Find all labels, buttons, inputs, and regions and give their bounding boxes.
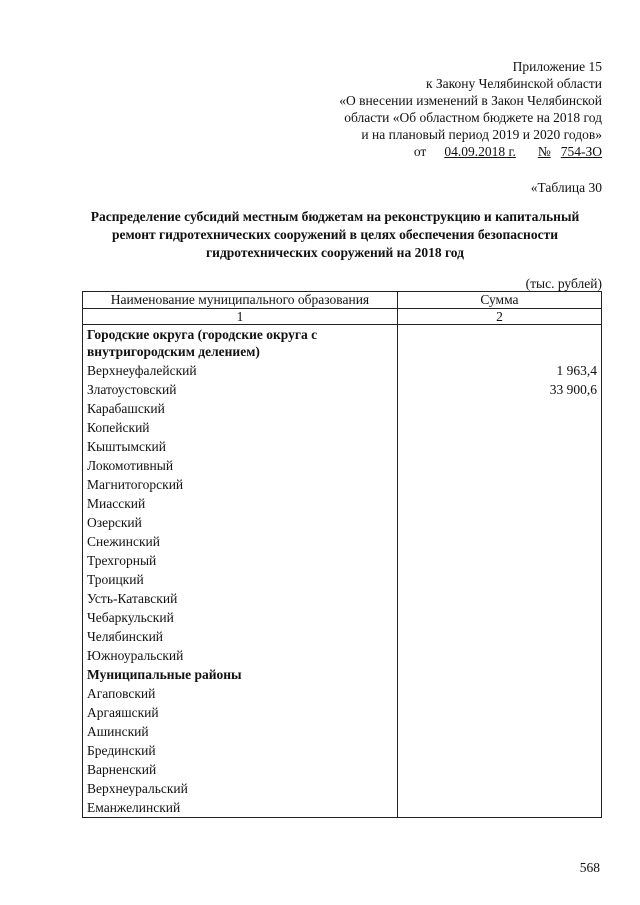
- amount-cell: [397, 608, 601, 627]
- amount-cell: [397, 494, 601, 513]
- amount-cell: [397, 589, 601, 608]
- amount-cell: [397, 760, 601, 779]
- annex-line: к Закону Челябинской области: [425, 76, 602, 91]
- amount-cell: [397, 418, 601, 437]
- table-row: [83, 798, 602, 818]
- table-row: [83, 399, 602, 418]
- table-row: [83, 380, 602, 399]
- amount-cell: [397, 570, 601, 589]
- amount-cell: [397, 722, 601, 741]
- table-row: [83, 741, 602, 760]
- ref-number: 754-ЗО: [560, 144, 602, 159]
- amount-cell: [397, 532, 601, 551]
- municipality-name: Карабашский: [83, 399, 398, 418]
- table-row: [83, 627, 602, 646]
- ref-date: 04.09.2018 г.: [444, 144, 516, 159]
- table-row: [83, 475, 602, 494]
- table-row: [83, 532, 602, 551]
- municipality-name: Челябинский: [83, 627, 398, 646]
- annex-header: [282, 58, 602, 160]
- table-row: [83, 779, 602, 798]
- amount-cell: [397, 798, 601, 818]
- municipality-name: Копейский: [83, 418, 398, 437]
- municipality-name: Брединский: [83, 741, 398, 760]
- units-label: (тыс. рублей): [525, 276, 602, 291]
- subsidy-table: [82, 291, 602, 818]
- municipality-name: Миасский: [83, 494, 398, 513]
- municipality-name: Озерский: [83, 513, 398, 532]
- amount-cell: 33 900,6: [397, 380, 601, 399]
- amount-cell: [397, 475, 601, 494]
- amount-cell: [397, 646, 601, 665]
- table-row: [83, 722, 602, 741]
- table-row: [83, 361, 602, 380]
- amount-cell: [397, 627, 601, 646]
- law-reference: [282, 143, 602, 160]
- municipality-name: Магнитогорский: [83, 475, 398, 494]
- column-number-row: [83, 309, 602, 325]
- table-row: [83, 760, 602, 779]
- municipality-name: Агаповский: [83, 684, 398, 703]
- municipality-name: Верхнеуфалейский: [83, 361, 398, 380]
- amount-cell: [397, 437, 601, 456]
- table-section-row: [83, 325, 602, 362]
- municipality-name: Еманжелинский: [83, 798, 398, 818]
- annex-line: Приложение 15: [512, 59, 602, 74]
- table-row: [83, 570, 602, 589]
- municipality-name: Кыштымский: [83, 437, 398, 456]
- municipality-name: Троицкий: [83, 570, 398, 589]
- municipality-name: Чебаркульский: [83, 608, 398, 627]
- table-row: [83, 551, 602, 570]
- table-row: [83, 437, 602, 456]
- amount-cell: [397, 779, 601, 798]
- amount-cell: [397, 551, 601, 570]
- header-name: Наименование муниципального образования: [83, 292, 398, 309]
- annex-line: области «Об областном бюджете на 2018 год: [344, 110, 602, 125]
- table-row: [83, 684, 602, 703]
- municipality-name: Ашинский: [83, 722, 398, 741]
- amount-cell: [397, 456, 601, 475]
- table-header-row: [83, 292, 602, 309]
- amount-cell: [397, 741, 601, 760]
- municipality-name: Муниципальные районы: [83, 665, 398, 684]
- column-number: 2: [397, 309, 601, 325]
- annex-line: и на плановый период 2019 и 2020 годов»: [361, 127, 602, 142]
- municipality-name: Южноуральский: [83, 646, 398, 665]
- municipality-name: Трехгорный: [83, 551, 398, 570]
- municipality-name: Верхнеуральский: [83, 779, 398, 798]
- municipality-name: Усть-Катавский: [83, 589, 398, 608]
- municipality-name: Локомотивный: [83, 456, 398, 475]
- table-row: [83, 456, 602, 475]
- amount-cell: 1 963,4: [397, 361, 601, 380]
- municipality-name: Аргаяшский: [83, 703, 398, 722]
- municipality-name: Снежинский: [83, 532, 398, 551]
- table-row: [83, 646, 602, 665]
- table-row: [83, 418, 602, 437]
- amount-cell: [397, 703, 601, 722]
- table-row: [83, 589, 602, 608]
- table-row: [83, 494, 602, 513]
- table-row: [83, 703, 602, 722]
- amount-cell: [397, 665, 601, 684]
- municipality-name: Златоустовский: [83, 380, 398, 399]
- ref-from-label: от: [413, 144, 427, 159]
- annex-line: «О внесении изменений в Закон Челябинской: [339, 93, 602, 108]
- table-row: [83, 608, 602, 627]
- table-section-row: [83, 665, 602, 684]
- header-sum: Сумма: [397, 292, 601, 309]
- municipality-name: Варненский: [83, 760, 398, 779]
- amount-cell: [397, 399, 601, 418]
- municipality-name: Городские округа (городские округа с внутригородским делением): [83, 325, 398, 362]
- amount-cell: [397, 513, 601, 532]
- amount-cell: [397, 325, 601, 362]
- table-label: «Таблица 30: [530, 180, 602, 195]
- page-number: 568: [579, 860, 600, 875]
- document-title: Распределение субсидий местным бюджетам на реконструкцию и капитальный ремонт гидротехнических сооружений в целях обеспечения безопасности гидротехнических сооружений на 2018 год: [90, 209, 580, 260]
- ref-number-label: №: [537, 144, 551, 159]
- column-number: 1: [83, 309, 398, 325]
- amount-cell: [397, 684, 601, 703]
- table-row: [83, 513, 602, 532]
